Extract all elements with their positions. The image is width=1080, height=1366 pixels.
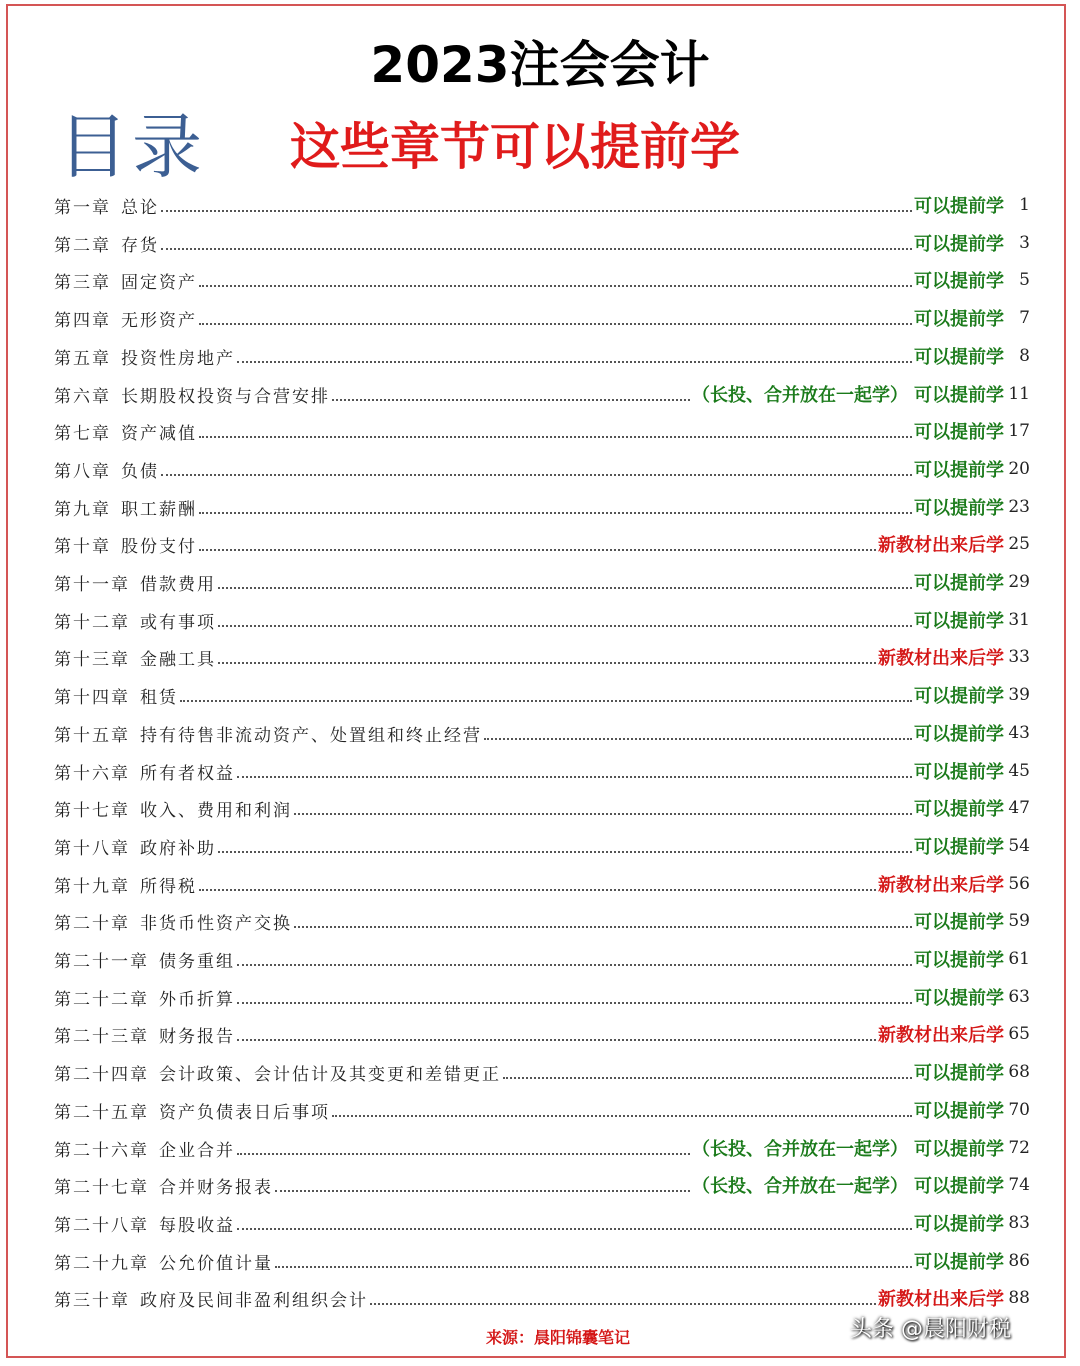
chapter-note: （长投、合并放在一起学）: [692, 1139, 908, 1160]
chapter-number: 第三十章: [54, 1290, 130, 1311]
page-number: 61: [1008, 949, 1030, 969]
toc-row: [54, 529, 1030, 559]
chapter-title: 公允价值计量: [159, 1253, 273, 1274]
study-tag: 可以提前学: [914, 686, 1004, 707]
watermark: 头条 @晨阳财税: [850, 1317, 1011, 1342]
chapter-title: 收入、费用和利润: [140, 800, 292, 821]
study-tag: 新教材出来后学: [878, 648, 1004, 669]
toc-heading: 目录: [58, 106, 206, 188]
dot-leader: [180, 699, 912, 702]
toc-row: [54, 944, 1030, 974]
dot-leader: [370, 1302, 876, 1305]
chapter-title: 非货币性资产交换: [140, 913, 292, 934]
study-tag: 可以提前学: [914, 1139, 1004, 1160]
chapter-number: 第二十六章: [54, 1140, 149, 1161]
chapter-number: 第十六章: [54, 763, 130, 784]
toc-row: [54, 492, 1030, 522]
page-title: 2023注会会计: [370, 36, 710, 94]
dot-leader: [199, 435, 912, 438]
chapter-number: 第六章: [54, 386, 111, 407]
study-tag: 可以提前学: [914, 799, 1004, 820]
study-tag: 可以提前学: [914, 1101, 1004, 1122]
chapter-number: 第二章: [54, 235, 111, 256]
toc-row: [54, 303, 1030, 333]
chapter-number: 第二十七章: [54, 1177, 149, 1198]
page-number: 7: [1019, 308, 1030, 328]
study-tag: 可以提前学: [914, 611, 1004, 632]
toc-row: [54, 1283, 1030, 1313]
toc-row: [54, 869, 1030, 899]
dot-leader: [199, 322, 912, 325]
study-tag: 新教材出来后学: [878, 1025, 1004, 1046]
page-number: 68: [1008, 1062, 1030, 1082]
dot-leader: [237, 1001, 912, 1004]
chapter-title: 无形资产: [121, 310, 197, 331]
chapter-number: 第三章: [54, 272, 111, 293]
chapter-number: 第二十五章: [54, 1102, 149, 1123]
dot-leader: [237, 1038, 876, 1041]
chapter-title: 政府及民间非盈利组织会计: [140, 1290, 368, 1311]
study-tag: 可以提前学: [914, 837, 1004, 858]
chapter-number: 第十一章: [54, 574, 130, 595]
chapter-title: 借款费用: [140, 574, 216, 595]
dot-leader: [161, 247, 912, 250]
study-tag: 可以提前学: [914, 912, 1004, 933]
dot-leader: [275, 1265, 912, 1268]
page-number: 72: [1008, 1138, 1030, 1158]
chapter-number: 第十三章: [54, 649, 130, 670]
page-number: 54: [1008, 836, 1030, 856]
study-tag: 可以提前学: [914, 1176, 1004, 1197]
study-tag: 可以提前学: [914, 498, 1004, 519]
dot-leader: [237, 775, 912, 778]
chapter-number: 第二十九章: [54, 1253, 149, 1274]
toc-row: [54, 379, 1030, 409]
page-number: 20: [1008, 459, 1030, 479]
chapter-number: 第十二章: [54, 612, 130, 633]
toc-row: [54, 1057, 1030, 1087]
chapter-title: 负债: [121, 461, 159, 482]
chapter-title: 长期股权投资与合营安排: [121, 386, 330, 407]
source-credit: 来源：晨阳锦囊笔记: [486, 1328, 631, 1347]
dot-leader: [161, 209, 912, 212]
chapter-title: 固定资产: [121, 272, 197, 293]
chapter-title: 每股收益: [159, 1215, 235, 1236]
toc-row: [54, 1170, 1030, 1200]
page-number: 74: [1008, 1175, 1030, 1195]
toc-row: [54, 228, 1030, 258]
page-number: 47: [1008, 798, 1030, 818]
study-tag: 可以提前学: [914, 988, 1004, 1009]
toc-row: [54, 416, 1030, 446]
page-number: 31: [1008, 610, 1030, 630]
page-number: 11: [1008, 384, 1030, 404]
chapter-title: 所得税: [140, 876, 197, 897]
dot-leader: [294, 925, 912, 928]
chapter-title: 资产负债表日后事项: [159, 1102, 330, 1123]
chapter-title: 政府补助: [140, 838, 216, 859]
toc-row: [54, 756, 1030, 786]
toc-row: [54, 718, 1030, 748]
study-tag: 可以提前学: [914, 762, 1004, 783]
toc-row: [54, 680, 1030, 710]
study-tag: 可以提前学: [914, 422, 1004, 443]
dot-leader: [199, 888, 876, 891]
page-number: 65: [1008, 1024, 1030, 1044]
page-number: 25: [1008, 534, 1030, 554]
study-tag: 可以提前学: [914, 271, 1004, 292]
toc-row: [54, 341, 1030, 371]
toc-row: [54, 454, 1030, 484]
page-number: 33: [1008, 647, 1030, 667]
chapter-number: 第五章: [54, 348, 111, 369]
study-tag: 可以提前学: [914, 724, 1004, 745]
chapter-number: 第二十三章: [54, 1026, 149, 1047]
dot-leader: [199, 548, 876, 551]
dot-leader: [484, 737, 912, 740]
toc-row: [54, 1019, 1030, 1049]
chapter-title: 总论: [121, 197, 159, 218]
chapter-number: 第十四章: [54, 687, 130, 708]
chapter-title: 存货: [121, 235, 159, 256]
study-tag: 新教材出来后学: [878, 535, 1004, 556]
chapter-number: 第四章: [54, 310, 111, 331]
page-number: 83: [1008, 1213, 1030, 1233]
chapter-title: 资产减值: [121, 423, 197, 444]
chapter-number: 第九章: [54, 499, 111, 520]
dot-leader: [218, 661, 876, 664]
toc-row: [54, 1133, 1030, 1163]
toc-row: [54, 831, 1030, 861]
study-tag: 可以提前学: [914, 573, 1004, 594]
chapter-number: 第十九章: [54, 876, 130, 897]
dot-leader: [218, 586, 912, 589]
page-number: 17: [1008, 421, 1030, 441]
page-number: 88: [1008, 1288, 1030, 1308]
chapter-title: 财务报告: [159, 1026, 235, 1047]
chapter-number: 第十五章: [54, 725, 130, 746]
study-tag: 新教材出来后学: [878, 1289, 1004, 1310]
page-number: 56: [1008, 874, 1030, 894]
chapter-number: 第十章: [54, 536, 111, 557]
dot-leader: [237, 963, 912, 966]
dot-leader: [161, 473, 912, 476]
study-tag: 可以提前学: [914, 460, 1004, 481]
page-number: 8: [1019, 346, 1030, 366]
chapter-number: 第二十八章: [54, 1215, 149, 1236]
toc-row: [54, 605, 1030, 635]
page-number: 39: [1008, 685, 1030, 705]
chapter-title: 职工薪酬: [121, 499, 197, 520]
study-tag: 可以提前学: [914, 309, 1004, 330]
chapter-number: 第二十章: [54, 913, 130, 934]
page-number: 86: [1008, 1251, 1030, 1271]
page-number: 3: [1019, 233, 1030, 253]
study-tag: 新教材出来后学: [878, 875, 1004, 896]
chapter-number: 第一章: [54, 197, 111, 218]
chapter-title: 会计政策、会计估计及其变更和差错更正: [159, 1064, 501, 1085]
chapter-number: 第二十四章: [54, 1064, 149, 1085]
chapter-title: 持有待售非流动资产、处置组和终止经营: [140, 725, 482, 746]
page-number: 45: [1008, 761, 1030, 781]
chapter-title: 企业合并: [159, 1140, 235, 1161]
dot-leader: [218, 624, 912, 627]
toc-row: [54, 1208, 1030, 1238]
chapter-title: 金融工具: [140, 649, 216, 670]
chapter-note: （长投、合并放在一起学）: [692, 385, 908, 406]
study-tag: 可以提前学: [914, 234, 1004, 255]
study-tag: 可以提前学: [914, 950, 1004, 971]
toc-row: [54, 982, 1030, 1012]
study-tag: 可以提前学: [914, 385, 1004, 406]
chapter-number: 第十七章: [54, 800, 130, 821]
page-number: 59: [1008, 911, 1030, 931]
chapter-note: （长投、合并放在一起学）: [692, 1176, 908, 1197]
chapter-number: 第八章: [54, 461, 111, 482]
chapter-title: 股份支付: [121, 536, 197, 557]
chapter-title: 债务重组: [159, 951, 235, 972]
page-number: 23: [1008, 497, 1030, 517]
toc-row: [54, 793, 1030, 823]
chapter-number: 第七章: [54, 423, 111, 444]
toc-row: [54, 265, 1030, 295]
dot-leader: [199, 284, 912, 287]
dot-leader: [237, 1227, 912, 1230]
dot-leader: [294, 812, 912, 815]
toc-row: [54, 642, 1030, 672]
chapter-title: 投资性房地产: [121, 348, 235, 369]
dot-leader: [237, 360, 912, 363]
toc-row: [54, 567, 1030, 597]
page-number: 1: [1019, 195, 1030, 215]
toc-row: [54, 906, 1030, 936]
chapter-number: 第二十二章: [54, 989, 149, 1010]
study-tag: 可以提前学: [914, 196, 1004, 217]
chapter-title: 或有事项: [140, 612, 216, 633]
dot-leader: [218, 850, 912, 853]
dot-leader: [199, 511, 912, 514]
toc-row: [54, 1095, 1030, 1125]
chapter-title: 租赁: [140, 687, 178, 708]
study-tag: 可以提前学: [914, 1214, 1004, 1235]
chapter-title: 所有者权益: [140, 763, 235, 784]
page-number: 63: [1008, 987, 1030, 1007]
chapter-title: 外币折算: [159, 989, 235, 1010]
page-number: 70: [1008, 1100, 1030, 1120]
study-tag: 可以提前学: [914, 1063, 1004, 1084]
toc-row: [54, 190, 1030, 220]
chapter-number: 第二十一章: [54, 951, 149, 972]
dot-leader: [275, 1189, 690, 1192]
page-number: 43: [1008, 723, 1030, 743]
subtitle-highlight: 这些章节可以提前学: [290, 118, 740, 176]
chapter-title: 合并财务报表: [159, 1177, 273, 1198]
page-number: 5: [1019, 270, 1030, 290]
toc-row: [54, 1246, 1030, 1276]
dot-leader: [503, 1076, 912, 1079]
chapter-number: 第十八章: [54, 838, 130, 859]
dot-leader: [332, 1114, 912, 1117]
dot-leader: [237, 1152, 690, 1155]
study-tag: 可以提前学: [914, 1252, 1004, 1273]
dot-leader: [332, 398, 690, 401]
study-tag: 可以提前学: [914, 347, 1004, 368]
page-number: 29: [1008, 572, 1030, 592]
